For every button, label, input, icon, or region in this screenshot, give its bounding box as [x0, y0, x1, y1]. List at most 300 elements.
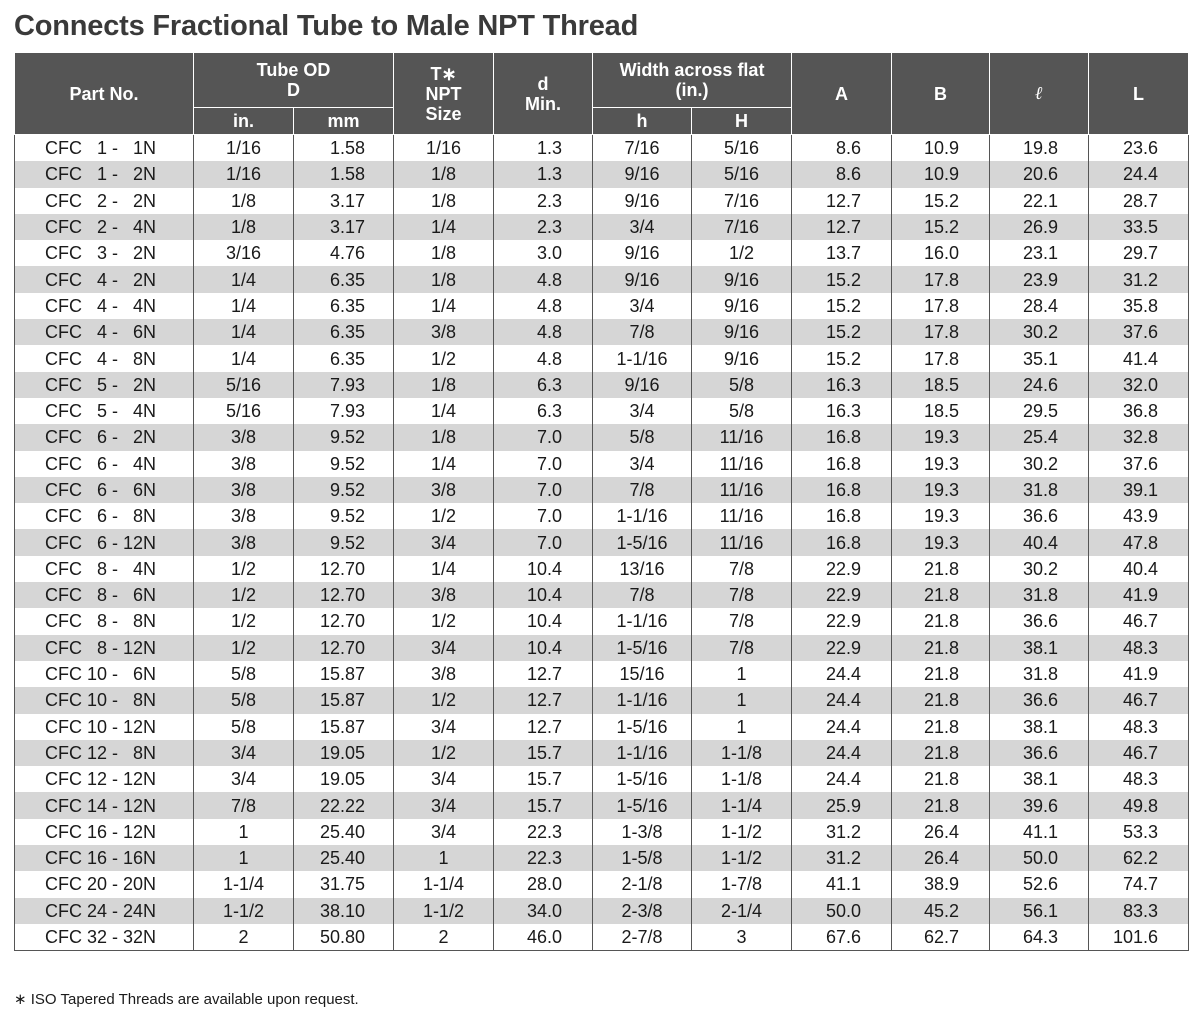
cell-b: 15.2: [892, 214, 990, 240]
table-row: [15, 608, 1189, 634]
cell-tube-od-in: 1/8: [194, 188, 294, 214]
cell-l: 29.7: [1089, 240, 1189, 266]
cell-width-h: 1-5/16: [593, 635, 692, 661]
cell-width-H: 11/16: [692, 424, 792, 450]
cell-width-h: 2-1/8: [593, 871, 692, 897]
cell-width-h: 1-1/16: [593, 345, 692, 371]
cell-l: 36.8: [1089, 398, 1189, 424]
table-row: [15, 188, 1189, 214]
cell-part-no: CFC 5 - 4N: [15, 398, 194, 424]
cell-a: 16.8: [792, 424, 892, 450]
cell-tube-od-mm: 3.17: [294, 214, 394, 240]
cell-tube-od-in: 1/16: [194, 135, 294, 162]
cell-b: 62.7: [892, 924, 990, 951]
cell-b: 21.8: [892, 661, 990, 687]
cell-width-H: 1: [692, 687, 792, 713]
cell-l: 37.6: [1089, 451, 1189, 477]
cell-ell: 40.4: [990, 529, 1089, 555]
cell-npt-size: 1/4: [394, 398, 494, 424]
cell-tube-od-mm: 6.35: [294, 266, 394, 292]
cell-ell: 31.8: [990, 582, 1089, 608]
cell-ell: 64.3: [990, 924, 1089, 951]
cell-part-no: CFC 4 - 8N: [15, 345, 194, 371]
cell-npt-size: 3/4: [394, 635, 494, 661]
cell-ell: 36.6: [990, 687, 1089, 713]
cell-ell: 29.5: [990, 398, 1089, 424]
cell-npt-size: 1/8: [394, 266, 494, 292]
cell-d-min: 12.7: [494, 687, 593, 713]
cell-npt-size: 1/4: [394, 451, 494, 477]
table-row: [15, 529, 1189, 555]
cell-tube-od-in: 5/16: [194, 398, 294, 424]
cell-b: 19.3: [892, 503, 990, 529]
cell-width-h: 3/4: [593, 214, 692, 240]
cell-tube-od-in: 1: [194, 845, 294, 871]
header-t-npt-size: [394, 53, 494, 135]
table-row: [15, 766, 1189, 792]
cell-width-H: 1-1/2: [692, 845, 792, 871]
cell-l: 46.7: [1089, 687, 1189, 713]
header-a: A: [792, 53, 892, 135]
cell-a: 12.7: [792, 214, 892, 240]
cell-npt-size: 1/8: [394, 424, 494, 450]
cell-ell: 30.2: [990, 451, 1089, 477]
cell-npt-size: 3/4: [394, 766, 494, 792]
cell-a: 50.0: [792, 898, 892, 924]
cell-width-H: 1-1/2: [692, 819, 792, 845]
cell-b: 21.8: [892, 556, 990, 582]
cell-width-H: 9/16: [692, 293, 792, 319]
cell-tube-od-in: 1-1/2: [194, 898, 294, 924]
cell-tube-od-mm: 25.40: [294, 819, 394, 845]
cell-width-h: 7/8: [593, 477, 692, 503]
cell-tube-od-in: 1/4: [194, 319, 294, 345]
table-row: [15, 582, 1189, 608]
cell-part-no: CFC 8 - 4N: [15, 556, 194, 582]
cell-tube-od-in: 3/16: [194, 240, 294, 266]
cell-l: 74.7: [1089, 871, 1189, 897]
cell-a: 24.4: [792, 766, 892, 792]
cell-ell: 41.1: [990, 819, 1089, 845]
cell-b: 26.4: [892, 845, 990, 871]
cell-a: 13.7: [792, 240, 892, 266]
header-tube-od-line2: D: [287, 80, 300, 100]
cell-l: 41.9: [1089, 582, 1189, 608]
cell-npt-size: 3/8: [394, 319, 494, 345]
cell-part-no: CFC 12 - 8N: [15, 740, 194, 766]
table-row: [15, 819, 1189, 845]
cell-b: 21.8: [892, 740, 990, 766]
cell-ell: 36.6: [990, 740, 1089, 766]
cell-l: 41.9: [1089, 661, 1189, 687]
cell-tube-od-in: 5/8: [194, 714, 294, 740]
cell-tube-od-mm: 6.35: [294, 345, 394, 371]
spec-table: [14, 52, 1189, 951]
cell-d-min: 7.0: [494, 529, 593, 555]
cell-a: 31.2: [792, 819, 892, 845]
cell-l: 49.8: [1089, 792, 1189, 818]
cell-width-H: 5/8: [692, 398, 792, 424]
table-row: [15, 319, 1189, 345]
cell-tube-od-mm: 15.87: [294, 714, 394, 740]
cell-tube-od-mm: 12.70: [294, 556, 394, 582]
cell-npt-size: 3/8: [394, 582, 494, 608]
header-tube-od: [194, 53, 394, 108]
cell-part-no: CFC 6 - 4N: [15, 451, 194, 477]
table-row: [15, 398, 1189, 424]
cell-tube-od-mm: 12.70: [294, 582, 394, 608]
header-width-across-flat: [593, 53, 792, 108]
cell-b: 21.8: [892, 687, 990, 713]
header-width-line1: Width across flat: [619, 60, 765, 80]
cell-width-H: 9/16: [692, 266, 792, 292]
cell-tube-od-mm: 9.52: [294, 451, 394, 477]
cell-width-H: 9/16: [692, 319, 792, 345]
header-part-no: Part No.: [15, 53, 194, 135]
cell-width-h: 2-7/8: [593, 924, 692, 951]
cell-npt-size: 3/4: [394, 792, 494, 818]
table-row: [15, 898, 1189, 924]
cell-l: 46.7: [1089, 740, 1189, 766]
cell-a: 24.4: [792, 740, 892, 766]
cell-ell: 36.6: [990, 503, 1089, 529]
cell-tube-od-in: 2: [194, 924, 294, 951]
cell-d-min: 7.0: [494, 503, 593, 529]
cell-ell: 28.4: [990, 293, 1089, 319]
cell-part-no: CFC 12 - 12N: [15, 766, 194, 792]
cell-width-h: 2-3/8: [593, 898, 692, 924]
table-body: [15, 135, 1189, 951]
cell-tube-od-in: 1/4: [194, 293, 294, 319]
cell-width-h: 1-1/16: [593, 687, 692, 713]
cell-l: 83.3: [1089, 898, 1189, 924]
cell-part-no: CFC 6 - 6N: [15, 477, 194, 503]
cell-tube-od-mm: 6.35: [294, 319, 394, 345]
cell-l: 32.8: [1089, 424, 1189, 450]
table-row: [15, 556, 1189, 582]
cell-npt-size: 1: [394, 845, 494, 871]
cell-a: 15.2: [792, 319, 892, 345]
cell-width-h: 7/8: [593, 582, 692, 608]
table-row: [15, 740, 1189, 766]
cell-part-no: CFC 14 - 12N: [15, 792, 194, 818]
cell-npt-size: 1/8: [394, 240, 494, 266]
cell-part-no: CFC 20 - 20N: [15, 871, 194, 897]
header-in: in.: [194, 108, 294, 135]
cell-part-no: CFC 1 - 2N: [15, 161, 194, 187]
cell-d-min: 34.0: [494, 898, 593, 924]
header-b: B: [892, 53, 990, 135]
cell-b: 21.8: [892, 792, 990, 818]
cell-width-h: 1-3/8: [593, 819, 692, 845]
cell-part-no: CFC 8 - 12N: [15, 635, 194, 661]
page-title: Connects Fractional Tube to Male NPT Thread: [14, 10, 639, 42]
cell-b: 21.8: [892, 714, 990, 740]
cell-tube-od-mm: 38.10: [294, 898, 394, 924]
header-h-large: H: [692, 108, 792, 135]
cell-d-min: 10.4: [494, 582, 593, 608]
cell-a: 25.9: [792, 792, 892, 818]
cell-b: 21.8: [892, 766, 990, 792]
cell-b: 17.8: [892, 293, 990, 319]
table-row: [15, 714, 1189, 740]
cell-ell: 50.0: [990, 845, 1089, 871]
cell-width-H: 1-7/8: [692, 871, 792, 897]
cell-ell: 26.9: [990, 214, 1089, 240]
cell-ell: 56.1: [990, 898, 1089, 924]
cell-a: 67.6: [792, 924, 892, 951]
cell-l: 41.4: [1089, 345, 1189, 371]
cell-a: 16.8: [792, 503, 892, 529]
cell-l: 28.7: [1089, 188, 1189, 214]
cell-width-h: 1-5/8: [593, 845, 692, 871]
cell-width-h: 9/16: [593, 161, 692, 187]
cell-tube-od-mm: 3.17: [294, 188, 394, 214]
cell-l: 24.4: [1089, 161, 1189, 187]
cell-part-no: CFC 1 - 1N: [15, 135, 194, 162]
cell-width-h: 5/8: [593, 424, 692, 450]
cell-tube-od-in: 1/4: [194, 345, 294, 371]
table-row: [15, 214, 1189, 240]
cell-tube-od-mm: 12.70: [294, 635, 394, 661]
cell-width-H: 7/8: [692, 556, 792, 582]
cell-tube-od-mm: 15.87: [294, 687, 394, 713]
cell-width-H: 5/16: [692, 135, 792, 162]
cell-tube-od-mm: 22.22: [294, 792, 394, 818]
cell-width-h: 7/16: [593, 135, 692, 162]
cell-npt-size: 1/4: [394, 556, 494, 582]
cell-d-min: 3.0: [494, 240, 593, 266]
cell-tube-od-mm: 9.52: [294, 503, 394, 529]
cell-tube-od-in: 5/16: [194, 372, 294, 398]
cell-tube-od-mm: 19.05: [294, 766, 394, 792]
cell-part-no: CFC 8 - 8N: [15, 608, 194, 634]
cell-tube-od-in: 3/8: [194, 503, 294, 529]
cell-l: 33.5: [1089, 214, 1189, 240]
cell-part-no: CFC 4 - 2N: [15, 266, 194, 292]
cell-ell: 25.4: [990, 424, 1089, 450]
header-d-line1: d: [537, 73, 549, 94]
cell-width-h: 9/16: [593, 372, 692, 398]
cell-b: 19.3: [892, 451, 990, 477]
cell-tube-od-in: 3/4: [194, 766, 294, 792]
table-row: [15, 792, 1189, 818]
cell-width-H: 11/16: [692, 503, 792, 529]
table-row: [15, 687, 1189, 713]
cell-part-no: CFC 24 - 24N: [15, 898, 194, 924]
cell-b: 19.3: [892, 477, 990, 503]
cell-width-H: 5/8: [692, 372, 792, 398]
table-row: [15, 266, 1189, 292]
cell-width-h: 9/16: [593, 266, 692, 292]
cell-tube-od-mm: 25.40: [294, 845, 394, 871]
cell-l: 53.3: [1089, 819, 1189, 845]
cell-d-min: 6.3: [494, 372, 593, 398]
cell-npt-size: 3/4: [394, 714, 494, 740]
cell-tube-od-in: 5/8: [194, 661, 294, 687]
table-row: [15, 372, 1189, 398]
cell-npt-size: 1/8: [394, 372, 494, 398]
cell-width-h: 3/4: [593, 398, 692, 424]
cell-d-min: 10.4: [494, 556, 593, 582]
cell-width-H: 7/8: [692, 608, 792, 634]
cell-a: 16.8: [792, 451, 892, 477]
cell-tube-od-mm: 50.80: [294, 924, 394, 951]
cell-d-min: 2.3: [494, 214, 593, 240]
cell-ell: 31.8: [990, 661, 1089, 687]
cell-l: 31.2: [1089, 266, 1189, 292]
cell-d-min: 4.8: [494, 293, 593, 319]
cell-tube-od-in: 1/2: [194, 582, 294, 608]
cell-d-min: 7.0: [494, 477, 593, 503]
table-row: [15, 161, 1189, 187]
cell-tube-od-in: 1: [194, 819, 294, 845]
cell-b: 15.2: [892, 188, 990, 214]
cell-width-H: 2-1/4: [692, 898, 792, 924]
table-row: [15, 661, 1189, 687]
cell-tube-od-in: 3/8: [194, 477, 294, 503]
cell-part-no: CFC 16 - 16N: [15, 845, 194, 871]
cell-a: 16.3: [792, 372, 892, 398]
cell-d-min: 15.7: [494, 766, 593, 792]
cell-part-no: CFC 10 - 6N: [15, 661, 194, 687]
cell-ell: 38.1: [990, 714, 1089, 740]
header-d-line2: Min.: [525, 93, 562, 114]
header-d-min: [494, 53, 593, 135]
cell-ell: 24.6: [990, 372, 1089, 398]
table-row: [15, 871, 1189, 897]
cell-l: 46.7: [1089, 608, 1189, 634]
cell-part-no: CFC 8 - 6N: [15, 582, 194, 608]
cell-width-H: 1-1/4: [692, 792, 792, 818]
cell-tube-od-mm: 4.76: [294, 240, 394, 266]
cell-d-min: 22.3: [494, 819, 593, 845]
cell-width-H: 1-1/8: [692, 766, 792, 792]
cell-l: 48.3: [1089, 766, 1189, 792]
table-row: [15, 424, 1189, 450]
cell-a: 31.2: [792, 845, 892, 871]
cell-npt-size: 3/8: [394, 477, 494, 503]
cell-width-h: 3/4: [593, 293, 692, 319]
cell-ell: 23.1: [990, 240, 1089, 266]
cell-b: 10.9: [892, 135, 990, 162]
cell-npt-size: 2: [394, 924, 494, 951]
cell-tube-od-in: 1/2: [194, 635, 294, 661]
cell-width-H: 1: [692, 661, 792, 687]
cell-b: 18.5: [892, 372, 990, 398]
cell-a: 16.8: [792, 477, 892, 503]
cell-d-min: 46.0: [494, 924, 593, 951]
cell-tube-od-mm: 9.52: [294, 529, 394, 555]
cell-tube-od-mm: 9.52: [294, 424, 394, 450]
cell-d-min: 4.8: [494, 266, 593, 292]
cell-a: 8.6: [792, 135, 892, 162]
cell-tube-od-mm: 7.93: [294, 398, 394, 424]
cell-width-h: 13/16: [593, 556, 692, 582]
header-t-line3: Size: [425, 103, 462, 124]
cell-part-no: CFC 2 - 4N: [15, 214, 194, 240]
cell-ell: 20.6: [990, 161, 1089, 187]
cell-a: 24.4: [792, 714, 892, 740]
cell-a: 16.3: [792, 398, 892, 424]
cell-width-H: 7/16: [692, 188, 792, 214]
table-row: [15, 477, 1189, 503]
table-row: [15, 635, 1189, 661]
cell-l: 40.4: [1089, 556, 1189, 582]
cell-l: 47.8: [1089, 529, 1189, 555]
cell-d-min: 1.3: [494, 135, 593, 162]
cell-npt-size: 1/2: [394, 345, 494, 371]
cell-ell: 30.2: [990, 319, 1089, 345]
cell-width-h: 9/16: [593, 240, 692, 266]
cell-d-min: 4.8: [494, 319, 593, 345]
cell-width-H: 11/16: [692, 451, 792, 477]
cell-ell: 31.8: [990, 477, 1089, 503]
cell-width-h: 1-1/16: [593, 740, 692, 766]
cell-width-h: 1-1/16: [593, 608, 692, 634]
cell-b: 18.5: [892, 398, 990, 424]
cell-d-min: 4.8: [494, 345, 593, 371]
cell-b: 21.8: [892, 582, 990, 608]
cell-width-H: 7/16: [692, 214, 792, 240]
cell-d-min: 12.7: [494, 661, 593, 687]
table-row: [15, 503, 1189, 529]
cell-width-h: 7/8: [593, 319, 692, 345]
cell-b: 21.8: [892, 635, 990, 661]
cell-width-h: 15/16: [593, 661, 692, 687]
cell-d-min: 12.7: [494, 714, 593, 740]
cell-part-no: CFC 4 - 6N: [15, 319, 194, 345]
cell-npt-size: 1/2: [394, 503, 494, 529]
header-width-line2: (in.): [675, 80, 709, 100]
footnote: ∗ ISO Tapered Threads are available upon request.: [14, 991, 359, 1008]
header-ell: ℓ: [990, 53, 1089, 135]
cell-width-H: 11/16: [692, 529, 792, 555]
cell-width-H: 1: [692, 714, 792, 740]
table-row: [15, 451, 1189, 477]
cell-tube-od-mm: 1.58: [294, 161, 394, 187]
cell-b: 16.0: [892, 240, 990, 266]
cell-npt-size: 1/4: [394, 214, 494, 240]
header-t-line1: T∗: [430, 63, 457, 84]
cell-tube-od-in: 3/8: [194, 451, 294, 477]
cell-d-min: 1.3: [494, 161, 593, 187]
cell-d-min: 22.3: [494, 845, 593, 871]
cell-tube-od-in: 1/2: [194, 608, 294, 634]
cell-tube-od-mm: 6.35: [294, 293, 394, 319]
cell-width-h: 1-5/16: [593, 766, 692, 792]
cell-npt-size: 1/8: [394, 188, 494, 214]
cell-ell: 23.9: [990, 266, 1089, 292]
header-t-line2: NPT: [425, 83, 462, 104]
cell-width-H: 9/16: [692, 345, 792, 371]
table-row: [15, 135, 1189, 162]
cell-tube-od-mm: 15.87: [294, 661, 394, 687]
cell-b: 19.3: [892, 529, 990, 555]
cell-a: 41.1: [792, 871, 892, 897]
cell-b: 17.8: [892, 266, 990, 292]
cell-ell: 22.1: [990, 188, 1089, 214]
cell-ell: 38.1: [990, 635, 1089, 661]
cell-b: 21.8: [892, 608, 990, 634]
header-mm: mm: [294, 108, 394, 135]
cell-tube-od-in: 1/2: [194, 556, 294, 582]
cell-part-no: CFC 6 - 2N: [15, 424, 194, 450]
cell-a: 22.9: [792, 582, 892, 608]
cell-tube-od-in: 5/8: [194, 687, 294, 713]
cell-d-min: 28.0: [494, 871, 593, 897]
cell-a: 16.8: [792, 529, 892, 555]
